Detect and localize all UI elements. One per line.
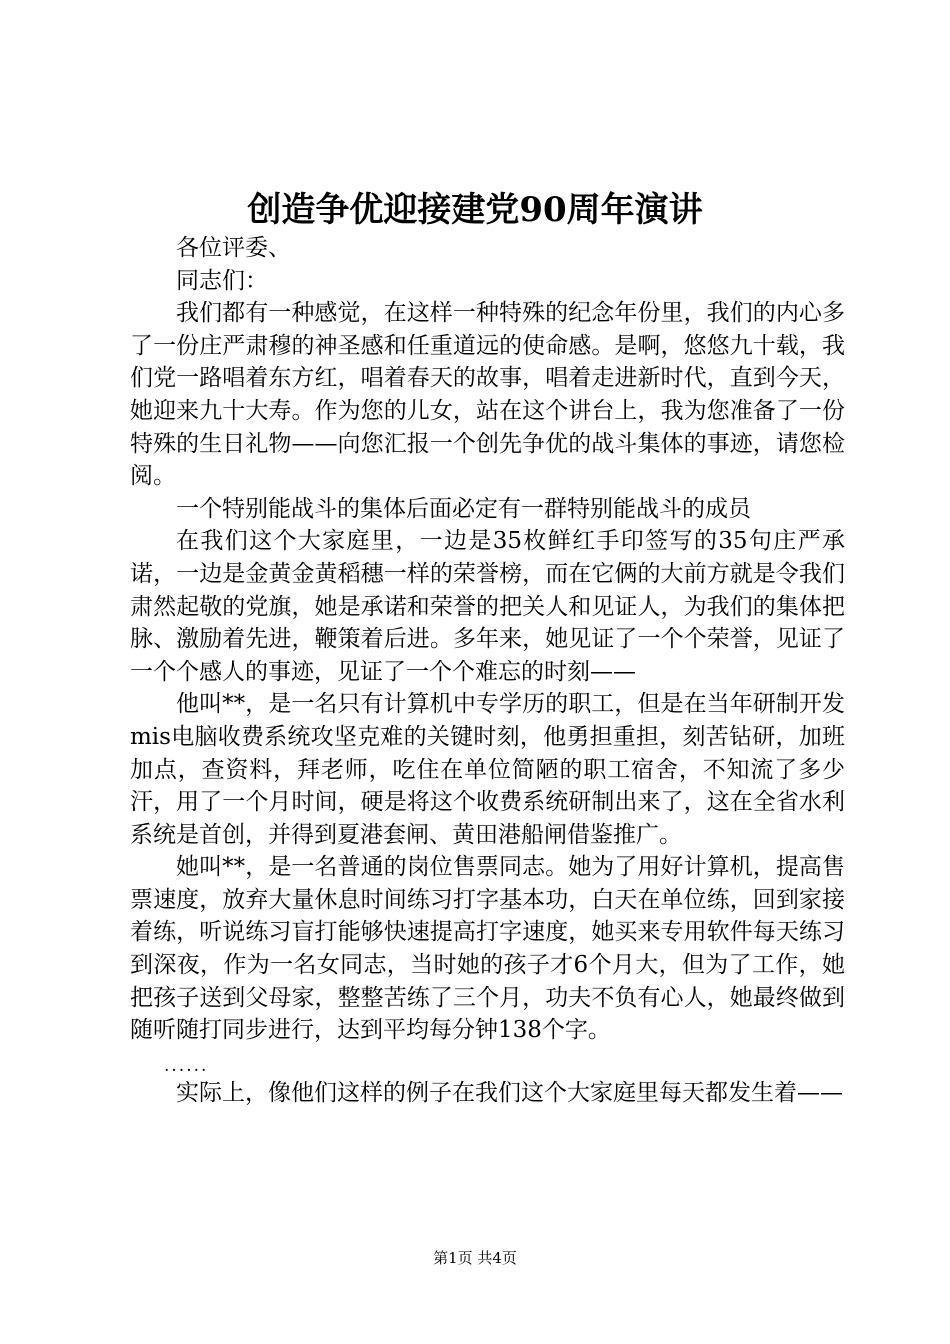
salutation-judges: 各位评委、 bbox=[176, 235, 291, 261]
document-title: 创造争优迎接建党90周年演讲 bbox=[247, 190, 703, 230]
paragraph-ellipsis: ...... bbox=[164, 1055, 209, 1076]
paragraph-heading-line: 一个特别能战斗的集体后面必定有一群特别能战斗的成员 bbox=[176, 495, 751, 522]
document-body bbox=[130, 232, 845, 1109]
paragraph-intro: 我们都有一种感觉，在这样一种特殊的纪念年份里，我们的内心多了一份庄严肃穆的神圣感和任重道远的使命感。是啊，悠悠九十载，我们党一路唱着东方红，唱着春天的故事，唱着走进新时代，直到今天，她迎来九十大寿。作为您的儿女，站在这个讲台上，我为您准备了一份特殊的生日礼物——向您汇报一个创先争优的战斗集体的事迹，请您检阅。 bbox=[130, 300, 845, 490]
paragraph-closing: 实际上，像他们这样的例子在我们这个大家庭里每天都发生着—— bbox=[176, 1079, 843, 1106]
page-number-footer: 第1页 共4页 bbox=[433, 1249, 517, 1267]
paragraph-he: 他叫**，是一名只有计算机中专学历的职工，但是在当年研制开发mis电脑收费系统攻坚克难的关键时刻，他勇担重担，刻苦钻研，加班加点，查资料，拜老师，吃住在单位简陋的职工宿舍，不知流了多少汗，用了一个月时间，硬是将这个收费系统研制出来了，这在全省水利系统是首创，并得到夏港套闸、黄田港船闸借鉴推广。 bbox=[130, 691, 845, 848]
salutation-comrades: 同志们： bbox=[176, 267, 268, 294]
paragraph-she: 她叫**，是一名普通的岗位售票同志。她为了用好计算机，提高售票速度，放弃大量休息时间练习打字基本功，白天在单位练，回到家接着练，听说练习盲打能够快速提高打字速度，她买来专用软件每天练习到深夜，作为一名女同志，当时她的孩子才6个月大，但为了工作，她把孩子送到父母家，整整苦练了三个月，功夫不负有心人，她最终做到随听随打同步进行，达到平均每分钟138个字。 bbox=[130, 854, 845, 1044]
paragraph-family: 在我们这个大家庭里，一边是35枚鲜红手印签写的35句庄严承诺，一边是金黄金黄稻穗一样的荣誉榜，而在它俩的大前方就是令我们肃然起敬的党旗，她是承诺和荣誉的把关人和见证人，为我们的集体把脉、激励着先进，鞭策着后进。多年来，她见证了一个个荣誉，见证了一个个感人的事迹，见证了一个个难忘的时刻—— bbox=[130, 528, 845, 685]
